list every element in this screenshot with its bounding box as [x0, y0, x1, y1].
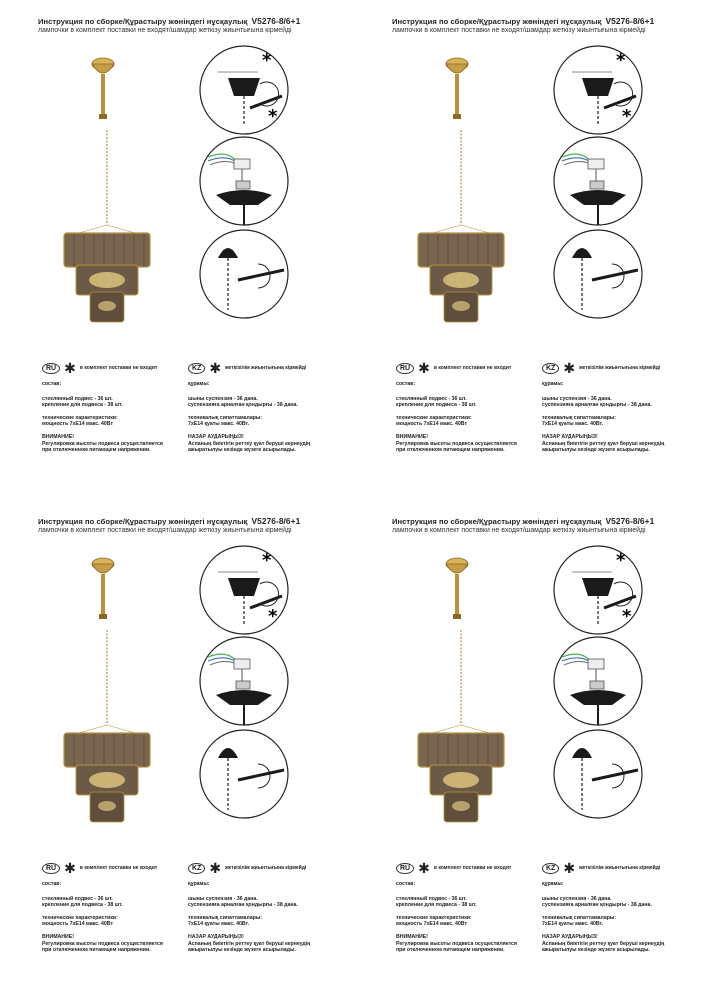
- chandelier-icon: [52, 130, 162, 330]
- kz-badge: KZ: [542, 363, 559, 374]
- ru-warning: Регулировка высоты подвеса осуществляется: [42, 440, 163, 447]
- ru-specs: мощность 7хЕ14 макс. 40Вт: [42, 921, 113, 928]
- ru-item: крепление для подвеса - 38 шт.: [42, 902, 123, 909]
- kz-item: суспензияға арналған қондырғы - 38 дана.: [542, 402, 652, 409]
- star-icon: ✱: [418, 860, 430, 876]
- kz-warning-label: НАЗАР АУДАРЫҢЫЗ!: [542, 933, 598, 940]
- kz-specs: 7хЕ14 қуаты макс. 40Вт.: [188, 921, 250, 928]
- ru-item: стеклянный подвес - 36 шт.: [42, 895, 113, 902]
- svg-text:*: *: [268, 606, 278, 627]
- kz-section: [188, 862, 338, 954]
- ru-warning: Регулировка высоты подвеса осуществляется: [396, 440, 517, 447]
- ru-badge: RU: [396, 363, 414, 374]
- kz-composition-label: құрамы:: [542, 881, 564, 887]
- kz-note: жеткізілім жиынтығына кірмейді: [225, 864, 307, 871]
- ru-badge: RU: [42, 363, 60, 374]
- ru-item: стеклянный подвес - 36 шт.: [42, 395, 113, 402]
- title-text: Инструкция по сборке/Құрастыру жөніндегі нұсқаулық: [38, 17, 248, 26]
- chandelier-icon: [52, 630, 162, 830]
- kz-section: [542, 362, 692, 454]
- instruction-title: [38, 16, 300, 26]
- kz-warning-label: НАЗАР АУДАРЫҢЫЗ!: [188, 933, 244, 940]
- svg-text:*: *: [622, 106, 632, 127]
- ru-item: крепление для подвеса - 38 шт.: [42, 402, 123, 409]
- screw-diagram-icon: [552, 44, 644, 136]
- kz-header: [542, 362, 692, 374]
- kz-warning-label: НАЗАР АУДАРЫҢЫЗ!: [542, 433, 598, 440]
- star-icon: ✱: [563, 860, 576, 876]
- kz-section: [542, 862, 692, 954]
- kz-item: шыны суспензия - 36 дана.: [188, 395, 258, 402]
- ru-item: крепление для подвеса - 38 шт.: [396, 902, 477, 909]
- screw-diagram-icon: [198, 544, 290, 636]
- ru-specs: мощность 7хЕ14 макс. 40Вт: [396, 421, 467, 428]
- kz-warning: Аспаның биіктігін реттеу қуат беруші кернеудің: [188, 940, 311, 947]
- kz-header: [188, 362, 338, 374]
- kz-item: шыны суспензия - 36 дана.: [542, 895, 612, 902]
- ru-warning: Регулировка высоты подвеса осуществляется: [396, 940, 517, 947]
- instruction-title: [392, 516, 654, 526]
- instruction-panel: [0, 0, 353, 500]
- title-text: Инструкция по сборке/Құрастыру жөніндегі нұсқаулық: [38, 517, 248, 526]
- kz-composition-label: құрамы:: [542, 381, 564, 387]
- kz-badge: KZ: [188, 363, 205, 374]
- ru-badge: RU: [396, 863, 414, 874]
- star-icon: ✱: [64, 360, 76, 376]
- instruction-panel: [354, 0, 707, 500]
- ru-warning-label: ВНИМАНИЕ!: [396, 433, 428, 440]
- kz-warning: ажыратылуы кезінде жүзеге асырылады.: [542, 447, 650, 454]
- kz-warning: ажыратылуы кезінде жүзеге асырылады.: [188, 947, 296, 954]
- model-number: V5276-8/6+1: [251, 516, 301, 526]
- kz-badge: KZ: [188, 863, 205, 874]
- ru-specs-label: технические характеристики:: [396, 414, 472, 421]
- ru-warning-label: ВНИМАНИЕ!: [42, 933, 74, 940]
- ru-badge: RU: [42, 863, 60, 874]
- kz-header: [188, 862, 338, 874]
- ru-note: в комплект поставки не входит: [433, 864, 512, 871]
- wiring-diagram-icon: [552, 635, 644, 727]
- kz-item: суспензияға арналған қондырғы - 38 дана.: [188, 902, 298, 909]
- kz-badge: KZ: [542, 863, 559, 874]
- kz-specs-label: техникалық сипаттамалары:: [542, 414, 617, 421]
- ru-header: [396, 362, 546, 374]
- kz-note: жеткізілім жиынтығына кірмейді: [579, 364, 661, 371]
- ru-item: стеклянный подвес - 36 шт.: [396, 395, 467, 402]
- kz-note: жеткізілім жиынтығына кірмейді: [579, 864, 661, 871]
- title-text: Инструкция по сборке/Құрастыру жөніндегі нұсқаулық: [392, 517, 602, 526]
- kz-warning-label: НАЗАР АУДАРЫҢЫЗ!: [188, 433, 244, 440]
- kz-warning: Аспаның биіктігін реттеу қуат беруші кернеудің: [542, 940, 665, 947]
- svg-text:*: *: [616, 50, 626, 71]
- instruction-title: [392, 16, 654, 26]
- ru-section: [396, 362, 546, 454]
- ru-composition-label: состав:: [42, 381, 62, 387]
- star-icon: ✱: [64, 860, 76, 876]
- ru-warning: при отключенном питающем напряжении.: [42, 447, 151, 454]
- model-number: V5276-8/6+1: [605, 16, 655, 26]
- title-text: Инструкция по сборке/Құрастыру жөніндегі нұсқаулық: [392, 17, 602, 26]
- kz-warning: Аспаның биіктігін реттеу қуат беруші кернеудің: [542, 440, 665, 447]
- subtitle: лампочки в комплект поставки не входят/шамдар жеткізу жиынтығына кірмейді: [38, 27, 292, 34]
- kz-specs: 7хЕ14 қуаты макс. 40Вт.: [542, 421, 604, 428]
- star-icon: ✱: [418, 360, 430, 376]
- svg-text:*: *: [262, 50, 272, 71]
- ru-header: [396, 862, 546, 874]
- instruction-panel: [354, 500, 707, 1000]
- kz-specs-label: техникалық сипаттамалары:: [542, 914, 617, 921]
- ru-note: в комплект поставки не входит: [79, 864, 158, 871]
- screw-diagram-icon: [552, 544, 644, 636]
- kz-specs-label: техникалық сипаттамалары:: [188, 914, 263, 921]
- wiring-diagram-icon: [552, 135, 644, 227]
- kz-warning: Аспаның биіктігін реттеу қуат беруші кернеудің: [188, 440, 311, 447]
- ru-specs-label: технические характеристики:: [42, 414, 118, 421]
- kz-composition-label: құрамы:: [188, 881, 210, 887]
- ru-item: стеклянный подвес - 36 шт.: [396, 895, 467, 902]
- kz-specs: 7хЕ14 қуаты макс. 40Вт.: [188, 421, 250, 428]
- ru-note: в комплект поставки не входит: [79, 364, 158, 371]
- instruction-panel: [0, 500, 353, 1000]
- kz-warning: ажыратылуы кезінде жүзеге асырылады.: [542, 947, 650, 954]
- mount-diagram-icon: [552, 728, 644, 820]
- model-number: V5276-8/6+1: [605, 516, 655, 526]
- canopy-icon: [432, 552, 482, 622]
- chandelier-icon: [406, 130, 516, 330]
- ru-warning-label: ВНИМАНИЕ!: [42, 433, 74, 440]
- subtitle: лампочки в комплект поставки не входят/шамдар жеткізу жиынтығына кірмейді: [392, 527, 646, 534]
- svg-text:*: *: [616, 550, 626, 571]
- wiring-diagram-icon: [198, 135, 290, 227]
- ru-warning: при отключенном питающем напряжении.: [42, 947, 151, 954]
- kz-section: [188, 362, 338, 454]
- svg-text:*: *: [622, 606, 632, 627]
- kz-composition-label: құрамы:: [188, 381, 210, 387]
- ru-section: [42, 862, 192, 954]
- ru-section: [396, 862, 546, 954]
- star-icon: ✱: [563, 360, 576, 376]
- canopy-icon: [432, 52, 482, 122]
- canopy-icon: [78, 552, 128, 622]
- ru-specs-label: технические характеристики:: [396, 914, 472, 921]
- subtitle: лампочки в комплект поставки не входят/шамдар жеткізу жиынтығына кірмейді: [392, 27, 646, 34]
- svg-text:*: *: [262, 550, 272, 571]
- ru-header: [42, 862, 192, 874]
- mount-diagram-icon: [198, 728, 290, 820]
- star-icon: ✱: [209, 360, 222, 376]
- ru-note: в комплект поставки не входит: [433, 364, 512, 371]
- canopy-icon: [78, 52, 128, 122]
- kz-item: шыны суспензия - 36 дана.: [542, 395, 612, 402]
- ru-section: [42, 362, 192, 454]
- ru-specs: мощность 7хЕ14 макс. 40Вт: [42, 421, 113, 428]
- ru-warning: при отключенном питающем напряжении.: [396, 947, 505, 954]
- chandelier-icon: [406, 630, 516, 830]
- kz-note: жеткізілім жиынтығына кірмейді: [225, 364, 307, 371]
- ru-header: [42, 362, 192, 374]
- ru-specs-label: технические характеристики:: [42, 914, 118, 921]
- kz-item: суспензияға арналған қондырғы - 38 дана.: [188, 402, 298, 409]
- ru-composition-label: состав:: [42, 881, 62, 887]
- ru-composition-label: состав:: [396, 881, 416, 887]
- ru-warning: Регулировка высоты подвеса осуществляется: [42, 940, 163, 947]
- kz-warning: ажыратылуы кезінде жүзеге асырылады.: [188, 447, 296, 454]
- ru-specs: мощность 7хЕ14 макс. 40Вт: [396, 921, 467, 928]
- mount-diagram-icon: [552, 228, 644, 320]
- kz-specs: 7хЕ14 қуаты макс. 40Вт.: [542, 921, 604, 928]
- ru-warning: при отключенном питающем напряжении.: [396, 447, 505, 454]
- ru-item: крепление для подвеса - 38 шт.: [396, 402, 477, 409]
- kz-specs-label: техникалық сипаттамалары:: [188, 414, 263, 421]
- model-number: V5276-8/6+1: [251, 16, 301, 26]
- svg-text:*: *: [268, 106, 278, 127]
- mount-diagram-icon: [198, 228, 290, 320]
- screw-diagram-icon: [198, 44, 290, 136]
- kz-header: [542, 862, 692, 874]
- subtitle: лампочки в комплект поставки не входят/шамдар жеткізу жиынтығына кірмейді: [38, 527, 292, 534]
- ru-composition-label: состав:: [396, 381, 416, 387]
- kz-item: суспензияға арналған қондырғы - 38 дана.: [542, 902, 652, 909]
- instruction-title: [38, 516, 300, 526]
- wiring-diagram-icon: [198, 635, 290, 727]
- star-icon: ✱: [209, 860, 222, 876]
- ru-warning-label: ВНИМАНИЕ!: [396, 933, 428, 940]
- kz-item: шыны суспензия - 36 дана.: [188, 895, 258, 902]
